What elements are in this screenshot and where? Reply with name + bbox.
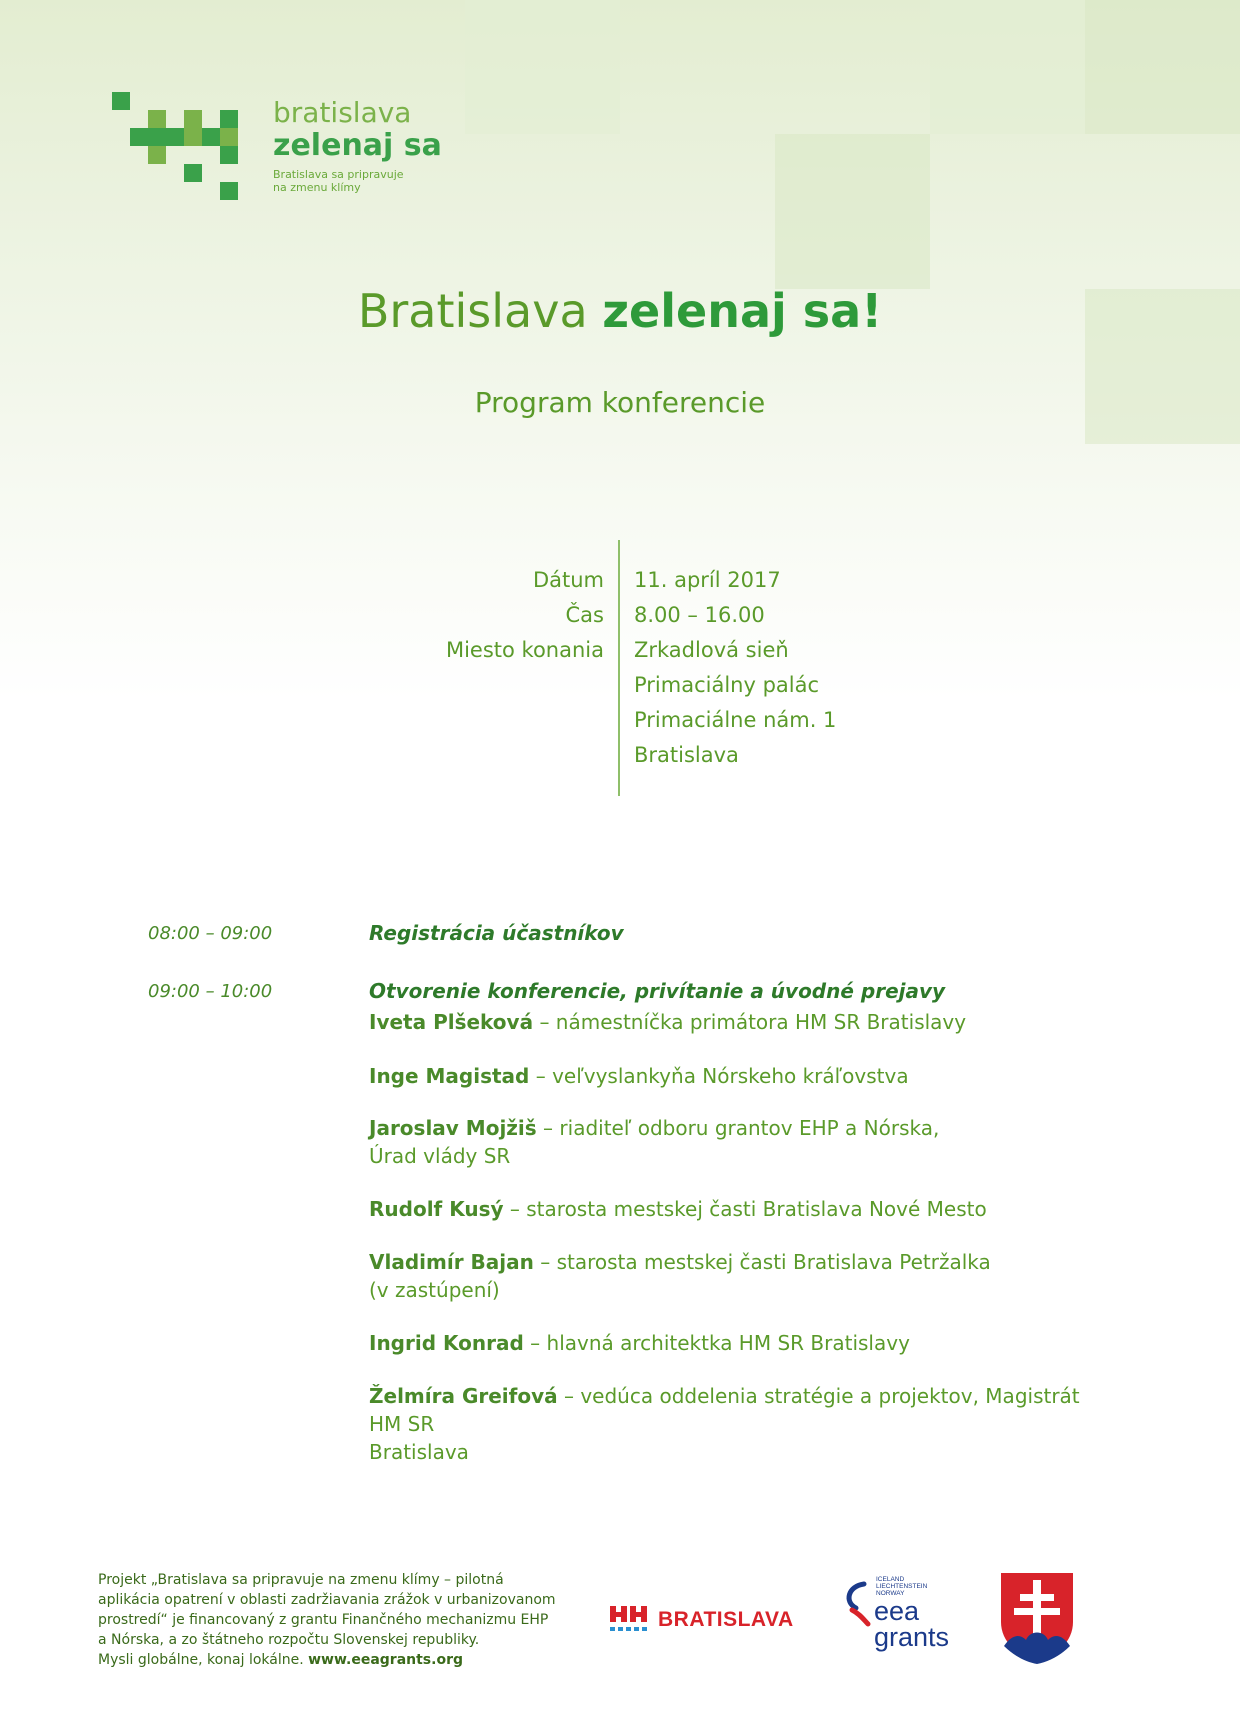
date-value: 11. apríl 2017	[634, 568, 781, 592]
venue-city: Bratislava	[634, 743, 739, 767]
eeagrants-link[interactable]: www.eeagrants.org	[308, 1652, 463, 1668]
time-label: Čas	[565, 603, 604, 627]
slovak-coat-of-arms-icon	[998, 1570, 1076, 1666]
venue-value: Zrkadlová sieň	[634, 638, 789, 662]
bratislava-city-logo	[610, 1604, 800, 1640]
background-square	[930, 0, 1085, 134]
background-square	[775, 134, 930, 289]
event-info-values	[634, 563, 836, 773]
session-time: 09:00 – 10:00	[148, 981, 273, 1002]
speaker-entry: Iveta Plšeková – námestníčka primátora HM SR Bratislavy	[369, 1010, 967, 1034]
bratislava-zelenaj-logo	[110, 90, 470, 210]
time-value: 8.00 – 16.00	[634, 603, 765, 627]
venue-label: Miesto konania	[445, 638, 604, 662]
session-title: Otvorenie konferencie, privítanie a úvodné prejavy	[369, 979, 946, 1003]
footer-project-info: Projekt „Bratislava sa pripravuje na zmenu klímy – pilotná aplikácia opatrení v oblasti zadržiavania zrážok v urbanizovanom prostredí“ je financovaný z grantu Finančného mechanizmu EHP a Nórska, a zo štátneho rozpočtu Slovenskej republiky. Mysli globálne, konaj lokálne. www.eeagrants.org	[98, 1572, 556, 1668]
speaker-entry: Inge Magistad – veľvyslankyňa Nórskeho kráľovstva	[369, 1064, 909, 1088]
eea-countries: ICELAND LIECHTENSTEIN NORWAY	[876, 1576, 928, 1597]
eea-grants-word: eea grants	[874, 1596, 950, 1652]
venue-address: Primaciálne nám. 1	[634, 708, 837, 732]
eea-grants-logo	[842, 1576, 962, 1656]
speaker-entry: Želmíra Greifová – vedúca oddelenia stratégie a projektov, Magistrát HM SR Bratislava	[369, 1384, 1080, 1464]
date-label: Dátum	[532, 568, 604, 592]
logo-tagline: Bratislava sa pripravuje na zmenu klímy	[273, 168, 404, 194]
background-square	[465, 0, 620, 134]
page-subtitle: Program konferencie	[474, 386, 766, 419]
speaker-entry: Rudolf Kusý – starosta mestskej časti Bratislava Nové Mesto	[369, 1197, 987, 1221]
eea-swirl-icon	[842, 1580, 874, 1628]
page-title: Bratislava zelenaj sa!	[357, 284, 883, 338]
event-info-labels	[446, 563, 604, 668]
background-square	[1085, 0, 1240, 134]
bratislava-logo-word: BRATISLAVA	[658, 1608, 794, 1631]
logo-word-bratislava: bratislava	[273, 96, 412, 129]
speaker-entry: Ingrid Konrad – hlavná architektka HM SR Bratislavy	[369, 1331, 910, 1355]
speaker-entry: Jaroslav Mojžiš – riaditeľ odboru grantov EHP a Nórska, Úrad vlády SR	[369, 1116, 940, 1168]
info-divider	[618, 540, 620, 796]
bratislava-mark-icon	[610, 1604, 650, 1638]
session-time: 08:00 – 09:00	[148, 923, 273, 944]
venue-value: Primaciálny palác	[634, 673, 820, 697]
logo-word-zelenaj-sa: zelenaj sa	[273, 128, 442, 163]
session-title: Registrácia účastníkov	[369, 921, 624, 945]
speaker-entry: Vladimír Bajan – starosta mestskej časti Bratislava Petržalka (v zastúpení)	[369, 1250, 991, 1302]
